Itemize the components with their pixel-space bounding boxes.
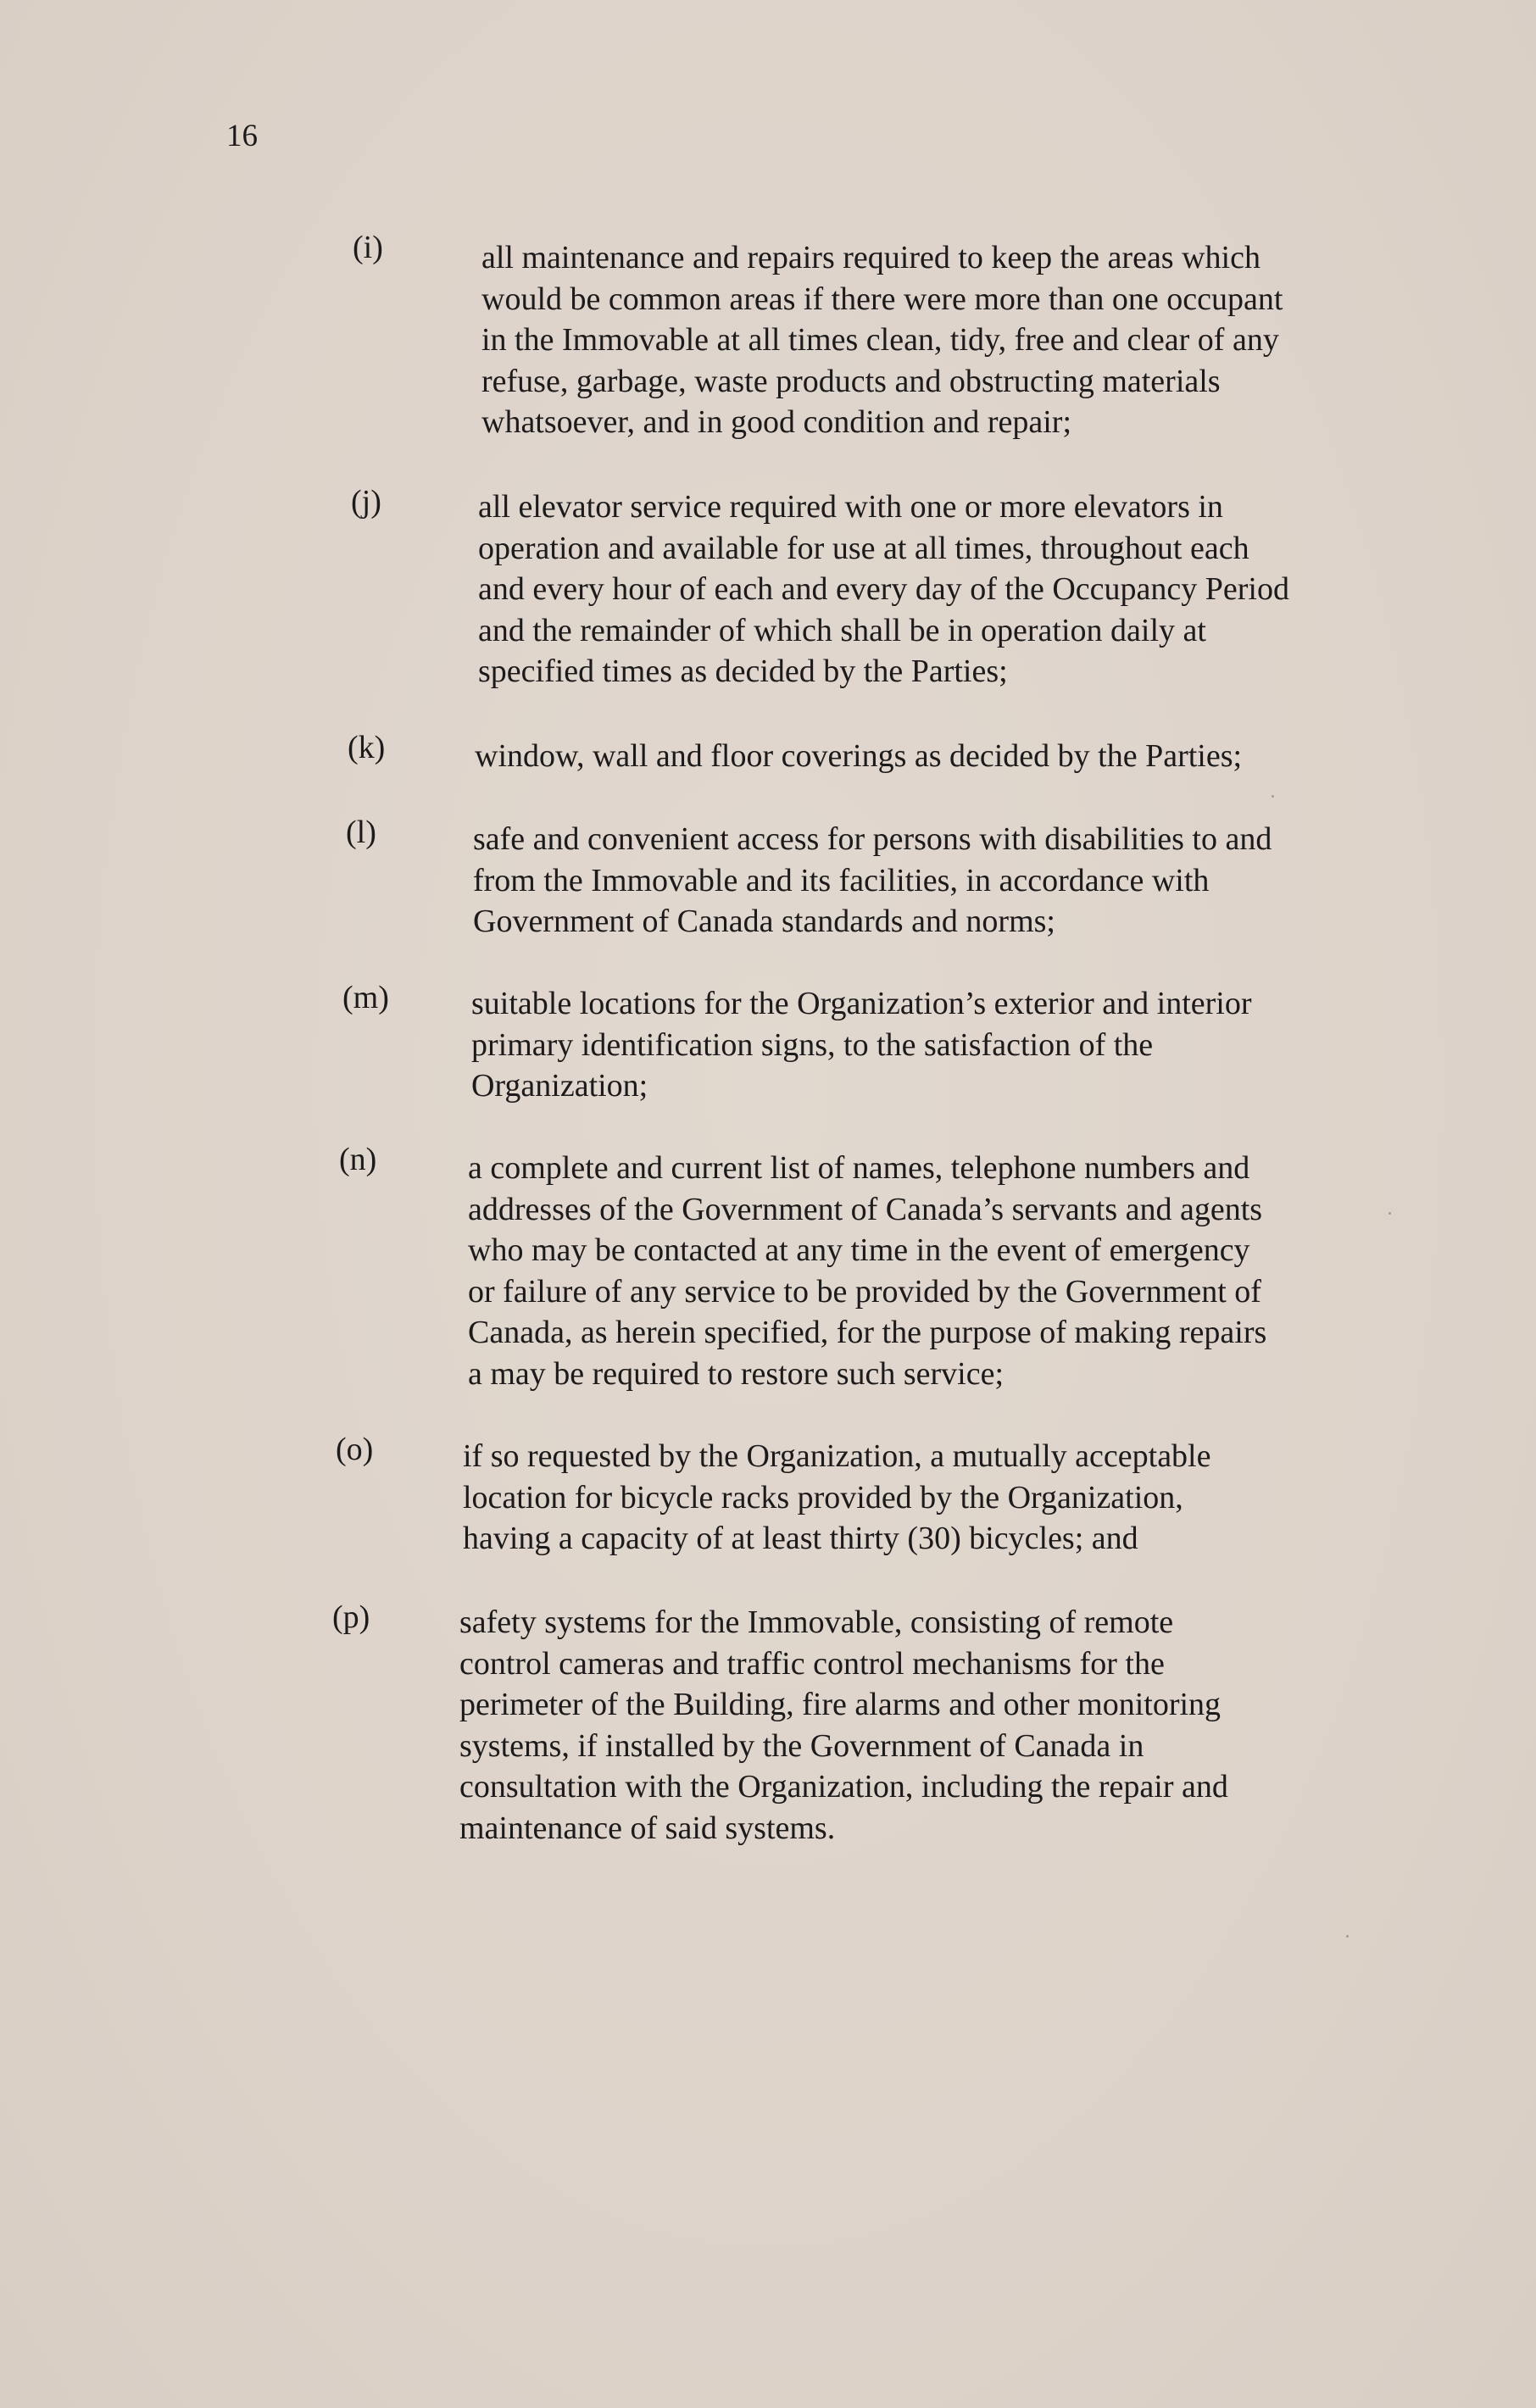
text-line: and every hour of each and every day of the Occupancy Period bbox=[478, 571, 1289, 607]
text-line: addresses of the Government of Canada’s servants and agents bbox=[468, 1191, 1263, 1227]
text-line: location for bicycle racks provided by the Organization, bbox=[463, 1479, 1183, 1515]
clause-text bbox=[481, 237, 1414, 443]
clause-text bbox=[473, 819, 1405, 943]
text-line: operation and available for use at all times, throughout each bbox=[478, 530, 1249, 566]
clause-text bbox=[478, 487, 1411, 692]
text-line: window, wall and floor coverings as decided by the Parties; bbox=[475, 738, 1243, 774]
text-line: all maintenance and repairs required to keep the areas which bbox=[481, 240, 1261, 275]
text-line: having a capacity of at least thirty (30) bicycles; and bbox=[463, 1521, 1138, 1556]
clause-label: (l) bbox=[346, 815, 376, 850]
clause-label: (o) bbox=[336, 1432, 374, 1467]
clause-text bbox=[475, 736, 1407, 777]
text-line: Government of Canada standards and norms; bbox=[473, 904, 1055, 939]
text-line: perimeter of the Building, fire alarms and other monitoring bbox=[459, 1687, 1222, 1722]
text-line: a may be required to restore such service; bbox=[468, 1355, 1005, 1392]
text-line: control cameras and traffic control mechanisms for the bbox=[459, 1645, 1165, 1682]
clause-label: (j) bbox=[351, 484, 381, 520]
paper-speck bbox=[1272, 795, 1274, 798]
text-line: whatsoever, and in good condition and repair; bbox=[481, 404, 1072, 440]
text-line: and the remainder of which shall be in operation daily at bbox=[478, 612, 1206, 648]
clause-label: (i) bbox=[353, 230, 383, 265]
text-line: refuse, garbage, waste products and obstructing materials bbox=[481, 363, 1221, 399]
clause-label: (k) bbox=[348, 730, 386, 765]
clause-text bbox=[459, 1602, 1392, 1849]
text-line: safe and convenient access for persons with disabilities to and bbox=[473, 821, 1272, 857]
text-line: safety systems for the Immovable, consisting of remote bbox=[459, 1604, 1174, 1640]
clause-text bbox=[471, 983, 1404, 1107]
clause-text bbox=[463, 1436, 1395, 1560]
text-line: maintenance of said systems. bbox=[459, 1810, 836, 1846]
clause-label: (m) bbox=[342, 980, 389, 1015]
page-number: 16 bbox=[226, 119, 258, 153]
text-line: primary identification signs, to the satisfaction of the bbox=[471, 1026, 1154, 1063]
text-line: specified times as decided by the Parties; bbox=[478, 653, 1008, 689]
clause-label: (n) bbox=[339, 1142, 377, 1177]
clause-label: (p) bbox=[332, 1599, 370, 1635]
clause-text bbox=[468, 1148, 1400, 1394]
text-line: systems, if installed by the Government of Canada in bbox=[459, 1727, 1144, 1764]
text-line: suitable locations for the Organization’s exterior and interior bbox=[471, 986, 1252, 1021]
text-line: in the Immovable at all times clean, tidy, free and clear of any bbox=[481, 322, 1279, 358]
paper-speck bbox=[1346, 1935, 1349, 1938]
text-line: all elevator service required with one or more elevators in bbox=[478, 489, 1223, 525]
text-line: a complete and current list of names, telephone numbers and bbox=[468, 1150, 1250, 1186]
text-line: who may be contacted at any time in the event of emergency bbox=[468, 1232, 1250, 1268]
paper-speck bbox=[1389, 1212, 1391, 1215]
text-line: if so requested by the Organization, a mutually acceptable bbox=[463, 1438, 1211, 1474]
text-line: Organization; bbox=[471, 1068, 648, 1104]
text-line: from the Immovable and its facilities, in accordance with bbox=[473, 862, 1210, 898]
text-line: or failure of any service to be provided by the Government of bbox=[468, 1273, 1261, 1310]
text-line: consultation with the Organization, including the repair and bbox=[459, 1769, 1228, 1805]
text-line: would be common areas if there were more than one occupant bbox=[481, 281, 1283, 317]
text-line: Canada, as herein specified, for the purpose of making repairs bbox=[468, 1315, 1267, 1350]
